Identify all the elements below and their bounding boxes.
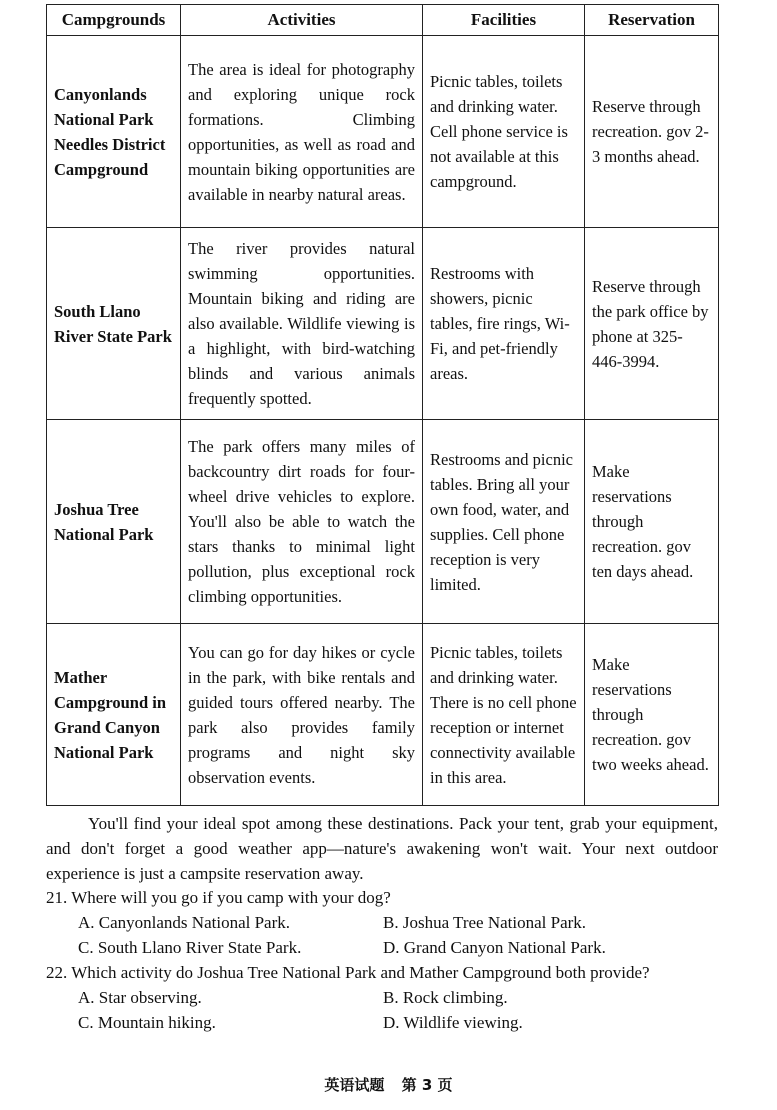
option-a[interactable]: A. Canyonlands National Park. — [78, 913, 290, 932]
campground-table — [46, 4, 719, 806]
option-b[interactable]: B. Rock climbing. — [383, 988, 508, 1007]
option-b[interactable]: B. Joshua Tree National Park. — [383, 913, 587, 932]
campground-name: South Llano River State Park — [47, 228, 181, 420]
question-stem: 22. Which activity do Joshua Tree National Park and Mather Campground both provide? — [46, 963, 650, 982]
option-c[interactable]: C. South Llano River State Park. — [78, 938, 302, 957]
table-row — [47, 36, 719, 228]
reservation-cell: Make reservations through recreation. gov ten days ahead. — [585, 420, 719, 624]
facilities-cell: Picnic tables, toilets and drinking water. There is no cell phone reception or internet connectivity available in this area. — [423, 624, 585, 806]
campground-name: Canyonlands National Park Needles District Campground — [47, 36, 181, 228]
table-row — [47, 420, 719, 624]
table-header-row — [47, 5, 719, 36]
facilities-cell: Restrooms with showers, picnic tables, fire rings, Wi-Fi, and pet-friendly areas. — [423, 228, 585, 420]
activities-cell: The area is ideal for photography and exploring unique rock formations. Climbing opportunities, as well as road and mountain biking opportunities are available in nearby natural areas. — [181, 36, 423, 228]
passage-paragraph: You'll find your ideal spot among these destinations. Pack your tent, grab your equipment, and don't forget a good weather app—nature's awakening won't wait. Your next outdoor experience is just a campsite reservation away. — [46, 814, 718, 883]
question-22 — [46, 960, 726, 1035]
question-21 — [46, 885, 726, 960]
activities-cell: You can go for day hikes or cycle in the park, with bike rentals and guided tours offered nearby. The park also provides family programs and night sky observation events. — [181, 624, 423, 806]
reservation-cell: Reserve through the park office by phone at 325-446-3994. — [585, 228, 719, 420]
question-stem: 21. Where will you go if you camp with your dog? — [46, 888, 391, 907]
activities-cell: The park offers many miles of backcountry dirt roads for four-wheel drive vehicles to explore. You'll also be able to watch the stars thanks to minimal light pollution, plus exceptional rock climbing opportunities. — [181, 420, 423, 624]
footer-page-number: 第 3 页 — [401, 1076, 453, 1094]
reservation-cell: Make reservations through recreation. gov two weeks ahead. — [585, 624, 719, 806]
option-d[interactable]: D. Grand Canyon National Park. — [383, 938, 606, 957]
header-reservation: Reservation — [585, 5, 719, 36]
table-row — [47, 228, 719, 420]
reservation-cell: Reserve through recreation. gov 2-3 months ahead. — [585, 36, 719, 228]
facilities-cell: Picnic tables, toilets and drinking water. Cell phone service is not available at this campground. — [423, 36, 585, 228]
option-c[interactable]: C. Mountain hiking. — [78, 1013, 216, 1032]
campground-name: Mather Campground in Grand Canyon National Park — [47, 624, 181, 806]
page-footer — [0, 1074, 777, 1095]
campground-name: Joshua Tree National Park — [47, 420, 181, 624]
header-activities: Activities — [181, 5, 423, 36]
footer-subject: 英语试题 — [324, 1076, 385, 1094]
header-facilities: Facilities — [423, 5, 585, 36]
activities-cell: The river provides natural swimming opportunities. Mountain biking and riding are also available. Wildlife viewing is a highlight, with bird-watching blinds and various animals frequently spotted. — [181, 228, 423, 420]
option-a[interactable]: A. Star observing. — [78, 988, 202, 1007]
option-d[interactable]: D. Wildlife viewing. — [383, 1013, 523, 1032]
table-row — [47, 624, 719, 806]
facilities-cell: Restrooms and picnic tables. Bring all your own food, water, and supplies. Cell phone reception is very limited. — [423, 420, 585, 624]
header-campgrounds: Campgrounds — [47, 5, 181, 36]
